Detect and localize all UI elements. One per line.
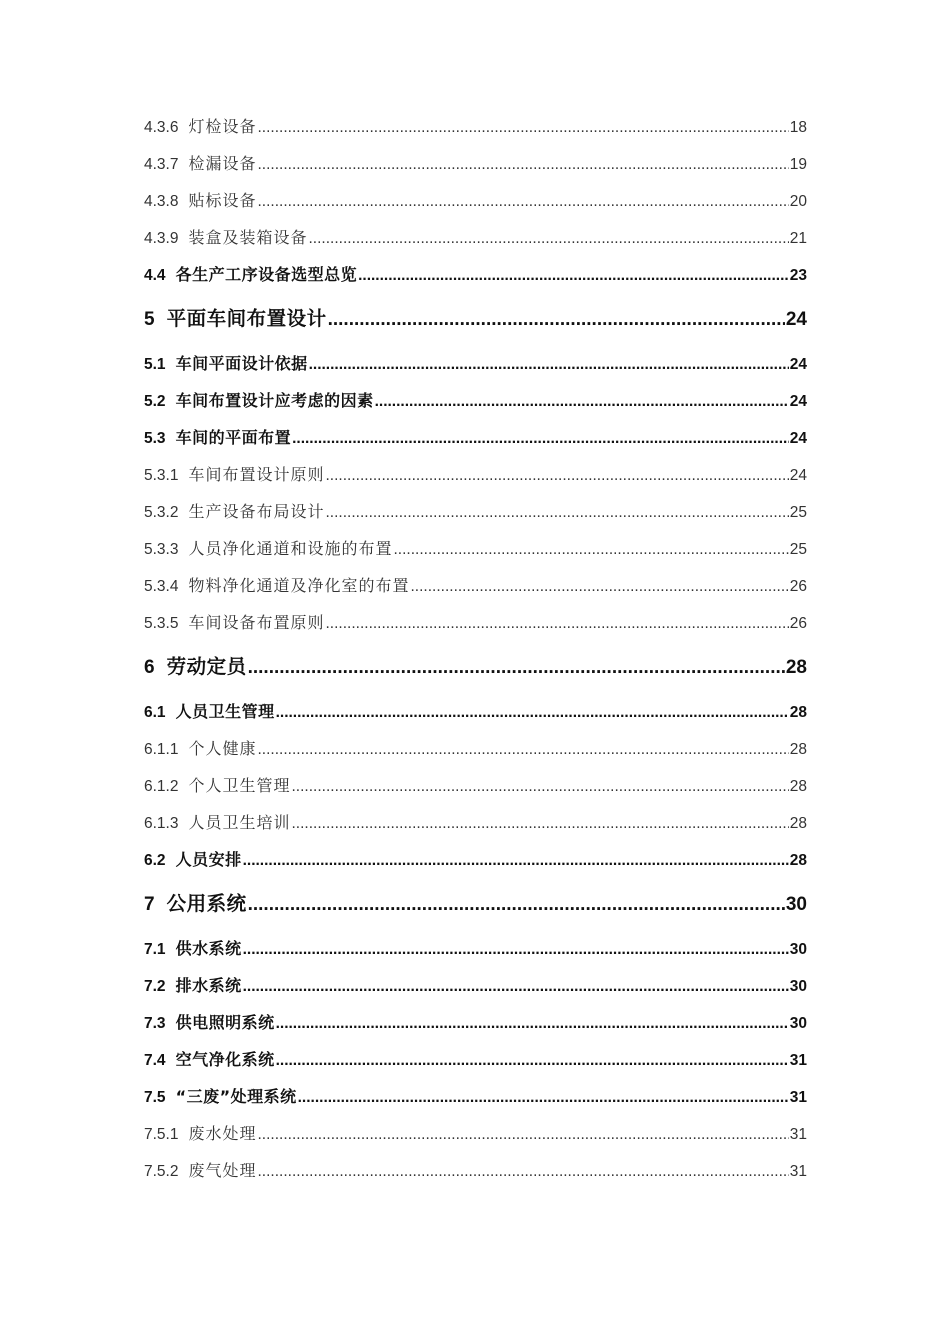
toc-entry-page-number: 31 xyxy=(789,1163,807,1180)
toc-dot-leader xyxy=(258,1157,789,1187)
toc-entry-page-number: 30 xyxy=(789,941,807,958)
toc-entry-title: 平面车间布置设计 xyxy=(166,307,327,330)
toc-entry-5-3-3[interactable] xyxy=(144,534,807,571)
toc-dot-leader xyxy=(326,498,789,528)
toc-entry-6-1-1[interactable] xyxy=(144,734,807,771)
toc-entry-number: 5.3.5 xyxy=(144,615,179,632)
toc-entry-title: 废水处理 xyxy=(188,1124,257,1143)
toc-dot-leader xyxy=(258,735,789,765)
toc-entry-number: 5 xyxy=(144,309,155,330)
toc-entry-6-1[interactable] xyxy=(144,697,807,734)
toc-entry-title: 灯检设备 xyxy=(188,117,257,136)
toc-entry-title: 车间设备布置原则 xyxy=(188,613,325,632)
toc-entry-7-4[interactable] xyxy=(144,1045,807,1082)
toc-entry-number: 4.3.9 xyxy=(144,230,179,247)
toc-entry-title: 公用系统 xyxy=(166,892,247,915)
toc-dot-leader xyxy=(309,350,789,380)
toc-entry-page-number: 28 xyxy=(789,852,807,869)
toc-entry-page-number: 25 xyxy=(789,504,807,521)
toc-entry-7-1[interactable] xyxy=(144,934,807,971)
toc-entry-7-5-2[interactable] xyxy=(144,1156,807,1193)
toc-entry-number: 6.1.1 xyxy=(144,741,179,758)
toc-entry-title: 供电照明系统 xyxy=(175,1013,275,1032)
toc-entry-4-3-7[interactable] xyxy=(144,149,807,186)
toc-entry-number: 7 xyxy=(144,894,155,915)
toc-dot-leader xyxy=(292,809,789,839)
toc-entry-4-4[interactable] xyxy=(144,260,807,297)
toc-dot-leader xyxy=(248,883,785,927)
toc-entry-page-number: 18 xyxy=(789,119,807,136)
toc-entry-title: 装盒及装箱设备 xyxy=(188,228,308,247)
toc-entry-page-number: 26 xyxy=(789,578,807,595)
toc-entry-title: 人员净化通道和设施的布置 xyxy=(188,539,393,558)
toc-entry-5-3-2[interactable] xyxy=(144,497,807,534)
toc-entry-7-2[interactable] xyxy=(144,971,807,1008)
toc-entry-title: 废气处理 xyxy=(188,1161,257,1180)
toc-entry-number: 5.1 xyxy=(144,356,166,373)
toc-entry-title: 车间的平面布置 xyxy=(175,428,292,447)
toc-entry-number: 6.1.2 xyxy=(144,778,179,795)
toc-entry-4-3-9[interactable] xyxy=(144,223,807,260)
toc-entry-number: 5.3 xyxy=(144,430,166,447)
toc-entry-7[interactable] xyxy=(144,882,807,934)
toc-entry-title: 物料净化通道及净化室的布置 xyxy=(188,576,410,595)
toc-entry-number: 7.4 xyxy=(144,1052,166,1069)
toc-entry-page-number: 28 xyxy=(789,704,807,721)
toc-entry-page-number: 24 xyxy=(789,356,807,373)
toc-dot-leader xyxy=(258,187,789,217)
toc-entry-title: 人员安排 xyxy=(175,850,242,869)
toc-entry-7-3[interactable] xyxy=(144,1008,807,1045)
toc-dot-leader xyxy=(292,772,789,802)
toc-entry-number: 7.5.1 xyxy=(144,1126,179,1143)
toc-entry-5-3-5[interactable] xyxy=(144,608,807,645)
toc-entry-number: 7.5.2 xyxy=(144,1163,179,1180)
toc-dot-leader xyxy=(326,609,789,639)
toc-entry-page-number: 31 xyxy=(789,1052,807,1069)
toc-dot-leader xyxy=(243,972,789,1002)
toc-entry-title: 空气净化系统 xyxy=(175,1050,275,1069)
toc-entry-number: 6.1 xyxy=(144,704,166,721)
toc-entry-number: 5.3.1 xyxy=(144,467,179,484)
toc-entry-page-number: 23 xyxy=(789,267,807,284)
toc-entry-number: 7.1 xyxy=(144,941,166,958)
toc-dot-leader xyxy=(243,846,789,876)
toc-dot-leader xyxy=(276,1009,789,1039)
toc-entry-page-number: 26 xyxy=(789,615,807,632)
toc-entry-title: 车间布置设计原则 xyxy=(188,465,325,484)
toc-dot-leader xyxy=(326,461,789,491)
toc-entry-title: 各生产工序设备选型总览 xyxy=(175,265,358,284)
toc-entry-page-number: 28 xyxy=(789,778,807,795)
toc-dot-leader xyxy=(258,1120,789,1150)
toc-entry-5-2[interactable] xyxy=(144,386,807,423)
toc-dot-leader xyxy=(328,298,785,342)
toc-entry-7-5-1[interactable] xyxy=(144,1119,807,1156)
toc-entry-title: 贴标设备 xyxy=(188,191,257,210)
toc-entry-4-3-8[interactable] xyxy=(144,186,807,223)
toc-entry-number: 7.3 xyxy=(144,1015,166,1032)
toc-entry-5-1[interactable] xyxy=(144,349,807,386)
toc-dot-leader xyxy=(298,1083,789,1113)
toc-entry-number: 5.3.4 xyxy=(144,578,179,595)
toc-entry-page-number: 28 xyxy=(789,815,807,832)
toc-entry-number: 5.3.3 xyxy=(144,541,179,558)
toc-entry-page-number: 28 xyxy=(785,657,807,678)
toc-entry-number: 5.2 xyxy=(144,393,166,410)
toc-entry-title: 排水系统 xyxy=(175,976,242,995)
toc-entry-6-2[interactable] xyxy=(144,845,807,882)
toc-entry-6[interactable] xyxy=(144,645,807,697)
toc-entry-number: 6.2 xyxy=(144,852,166,869)
toc-entry-5-3[interactable] xyxy=(144,423,807,460)
toc-entry-page-number: 24 xyxy=(789,467,807,484)
toc-entry-7-5[interactable] xyxy=(144,1082,807,1119)
toc-entry-page-number: 24 xyxy=(785,309,807,330)
toc-entry-page-number: 31 xyxy=(789,1126,807,1143)
toc-entry-6-1-2[interactable] xyxy=(144,771,807,808)
toc-dot-leader xyxy=(375,387,789,417)
toc-entry-number: 5.3.2 xyxy=(144,504,179,521)
toc-entry-title: 供水系统 xyxy=(175,939,242,958)
toc-entry-page-number: 25 xyxy=(789,541,807,558)
toc-entry-number: 4.3.6 xyxy=(144,119,179,136)
toc-entry-page-number: 31 xyxy=(789,1089,807,1106)
toc-dot-leader xyxy=(258,150,789,180)
toc-dot-leader xyxy=(292,424,789,454)
toc-entry-title: 检漏设备 xyxy=(188,154,257,173)
toc-entry-title: 车间平面设计依据 xyxy=(175,354,308,373)
toc-entry-title: 生产设备布局设计 xyxy=(188,502,325,521)
toc-entry-title: 劳动定员 xyxy=(166,655,247,678)
toc-entry-number: 6.1.3 xyxy=(144,815,179,832)
toc-dot-leader xyxy=(243,935,789,965)
toc-entry-number: 4.3.7 xyxy=(144,156,179,173)
toc-entry-page-number: 28 xyxy=(789,741,807,758)
toc-dot-leader xyxy=(276,1046,789,1076)
toc-entry-number: 6 xyxy=(144,657,155,678)
toc-entry-page-number: 30 xyxy=(785,894,807,915)
toc-entry-page-number: 20 xyxy=(789,193,807,210)
toc-entry-title: 个人卫生管理 xyxy=(188,776,291,795)
toc-entry-5-3-4[interactable] xyxy=(144,571,807,608)
table-of-contents xyxy=(144,112,807,1193)
toc-entry-6-1-3[interactable] xyxy=(144,808,807,845)
toc-dot-leader xyxy=(248,646,785,690)
toc-entry-5-3-1[interactable] xyxy=(144,460,807,497)
toc-dot-leader xyxy=(394,535,789,565)
toc-entry-number: 7.5 xyxy=(144,1089,166,1106)
toc-dot-leader xyxy=(276,698,789,728)
toc-entry-4-3-6[interactable] xyxy=(144,112,807,149)
toc-entry-title: 车间布置设计应考虑的因素 xyxy=(175,391,374,410)
toc-dot-leader xyxy=(358,261,789,291)
toc-entry-title: 人员卫生管理 xyxy=(175,702,275,721)
toc-entry-title: 个人健康 xyxy=(188,739,257,758)
toc-entry-title: “三废”处理系统 xyxy=(175,1087,297,1106)
toc-entry-page-number: 21 xyxy=(789,230,807,247)
toc-entry-5[interactable] xyxy=(144,297,807,349)
toc-dot-leader xyxy=(258,113,789,143)
toc-entry-page-number: 30 xyxy=(789,978,807,995)
toc-entry-number: 4.3.8 xyxy=(144,193,179,210)
toc-dot-leader xyxy=(411,572,789,602)
toc-entry-number: 4.4 xyxy=(144,267,166,284)
toc-dot-leader xyxy=(309,224,789,254)
toc-entry-title: 人员卫生培训 xyxy=(188,813,291,832)
toc-entry-page-number: 24 xyxy=(789,393,807,410)
toc-entry-page-number: 30 xyxy=(789,1015,807,1032)
toc-entry-page-number: 24 xyxy=(789,430,807,447)
toc-entry-number: 7.2 xyxy=(144,978,166,995)
toc-entry-page-number: 19 xyxy=(789,156,807,173)
